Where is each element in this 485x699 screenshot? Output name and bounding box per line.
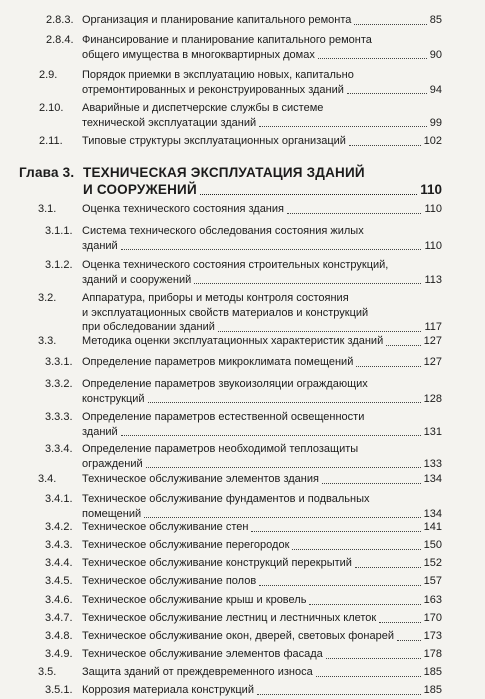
- page-number: 133: [423, 457, 442, 470]
- dot-leader: [318, 58, 427, 59]
- page-number: 90: [429, 48, 442, 61]
- dot-leader: [257, 694, 421, 695]
- entry-title-line: Финансирование и планирование капитального ремонта: [82, 34, 372, 46]
- dot-leader: [121, 435, 421, 436]
- page-number: 102: [423, 135, 442, 147]
- section-number: 2.11.: [39, 135, 63, 147]
- entry-title-line: Техническое обслуживание лестниц и лестничных клеток: [82, 612, 377, 624]
- dot-leader: [148, 402, 421, 403]
- page-number: 128: [423, 392, 442, 405]
- section-number: 3.1.: [38, 203, 57, 215]
- entry-title-line: общего имущества в многоквартирных домах: [82, 48, 315, 61]
- section-number: 3.3.3.: [45, 411, 73, 423]
- section-number: 3.4.5.: [45, 575, 73, 587]
- entry-title-line: и эксплуатационных свойств материалов и конструкций: [82, 306, 369, 319]
- entry-title-line: Типовые структуры эксплуатационных организаций: [82, 135, 346, 147]
- dot-leader: [144, 517, 420, 518]
- entry-title-line: Аварийные и диспетчерские службы в системе: [82, 102, 324, 114]
- entry-title-line: при обследовании зданий: [82, 321, 215, 333]
- section-number: 2.8.4.: [46, 34, 74, 46]
- entry-title-line: Техническое обслуживание фундаментов и подвальных: [82, 493, 370, 505]
- entry-title-line: Техническое обслуживание полов: [82, 575, 257, 587]
- section-number: 3.5.1.: [45, 684, 73, 696]
- section-number: 2.8.3.: [46, 14, 74, 26]
- entry-title-line: Определение параметров микроклимата помещений: [82, 356, 354, 368]
- page-number: 134: [423, 473, 442, 485]
- section-number: 3.4.4.: [45, 557, 73, 569]
- entry-title-line: Техническое обслуживание стен: [82, 521, 249, 533]
- page-number: 152: [423, 557, 442, 569]
- dot-leader: [251, 531, 420, 532]
- entry-title-line: Техническое обслуживание элементов фасада: [82, 648, 323, 660]
- dot-leader: [386, 345, 420, 346]
- page-number: 173: [423, 630, 442, 642]
- section-number: 3.4.6.: [45, 594, 73, 606]
- page-number: 94: [429, 83, 442, 96]
- dot-leader: [292, 549, 420, 550]
- entry-title-line: технической эксплуатации зданий: [82, 116, 257, 129]
- section-number: 3.4.2.: [45, 521, 73, 533]
- page-number: 141: [423, 521, 442, 533]
- section-number: 3.4.8.: [45, 630, 73, 642]
- entry-title-line: Организация и планирование капитального ремонта: [82, 14, 352, 26]
- page-number: 127: [423, 335, 442, 347]
- page-number: 150: [423, 539, 442, 551]
- page-number: 110: [424, 203, 442, 215]
- section-number: 3.4.9.: [45, 648, 73, 660]
- dot-leader: [121, 249, 422, 250]
- dot-leader: [349, 145, 421, 146]
- entry-title-line: Защита зданий от преждевременного износа: [82, 666, 313, 678]
- entry-title-line: конструкций: [82, 392, 145, 405]
- page-number: 131: [423, 425, 442, 438]
- section-number: 3.3.1.: [45, 356, 73, 368]
- dot-leader: [355, 567, 421, 568]
- entry-title-line: Техническое обслуживание крыш и кровель: [82, 594, 307, 606]
- page-number: 185: [423, 666, 442, 678]
- page-number: 85: [429, 14, 442, 26]
- dot-leader: [326, 658, 421, 659]
- section-number: 3.3.4.: [45, 443, 73, 455]
- page-number: 127: [423, 356, 442, 368]
- page-number: 178: [423, 648, 442, 660]
- page-number: 117: [424, 321, 442, 333]
- section-number: 3.4.7.: [45, 612, 73, 624]
- section-number: 3.3.2.: [45, 378, 73, 390]
- dot-leader: [146, 467, 421, 468]
- section-number: 3.1.2.: [45, 259, 73, 271]
- dot-leader: [194, 283, 421, 284]
- entry-title-line: Определение параметров естественной освещенности: [82, 411, 365, 423]
- section-number: 3.5.: [38, 666, 57, 678]
- entry-title-line: Техническое обслуживание перегородок: [82, 539, 290, 551]
- entry-title-line: зданий и сооружений: [82, 273, 192, 286]
- entry-title-line: помещений: [82, 507, 142, 520]
- entry-title-line: Коррозия материала конструкций: [82, 684, 254, 696]
- dot-leader: [397, 640, 421, 641]
- section-number: 3.4.: [38, 473, 57, 485]
- entry-title-line: Определение параметров необходимой теплозащиты: [82, 443, 359, 455]
- section-number: 2.9.: [39, 69, 58, 81]
- section-number: Глава 3.: [19, 165, 75, 180]
- entry-title-line: ТЕХНИЧЕСКАЯ ЭКСПЛУАТАЦИЯ ЗДАНИЙ: [83, 165, 365, 180]
- page-number: 110: [424, 239, 442, 252]
- entry-title-line: Методика оценки эксплуатационных характеристик зданий: [82, 335, 384, 347]
- entry-title-line: ограждений: [82, 457, 143, 470]
- entry-title-line: зданий: [82, 239, 118, 252]
- entry-title-line: зданий: [82, 425, 118, 438]
- entry-title-line: Техническое обслуживание конструкций перекрытий: [82, 557, 352, 569]
- page-number: 134: [423, 507, 442, 520]
- page-number: 185: [423, 684, 442, 696]
- section-number: 3.2.: [38, 292, 57, 304]
- page-number: 157: [423, 575, 442, 587]
- page-number: 99: [429, 116, 442, 129]
- entry-title-line: Порядок приемки в эксплуатацию новых, капитально: [82, 69, 354, 81]
- entry-title-line: отремонтированных и реконструированных зданий: [82, 83, 344, 96]
- dot-leader: [316, 676, 421, 677]
- section-number: 3.1.1.: [45, 225, 73, 237]
- page-number: 110: [420, 182, 442, 197]
- dot-leader: [356, 366, 420, 367]
- entry-title-line: Оценка технического состояния здания: [82, 203, 284, 215]
- entry-title-line: Техническое обслуживание элементов здания: [82, 473, 319, 485]
- dot-leader: [379, 622, 420, 623]
- dot-leader: [347, 93, 427, 94]
- dot-leader: [287, 213, 421, 214]
- page-number: 113: [424, 273, 442, 286]
- entry-title-line: Оценка технического состояния строительных конструкций,: [82, 259, 389, 271]
- page-number: 163: [423, 594, 442, 606]
- entry-title-line: И СООРУЖЕНИЙ: [83, 182, 197, 197]
- entry-title-line: Система технического обследования состояния жилых: [82, 225, 364, 237]
- dot-leader: [259, 585, 420, 586]
- entry-title-line: Аппаратура, приборы и методы контроля состояния: [82, 292, 349, 304]
- page-number: 170: [423, 612, 442, 624]
- dot-leader: [218, 331, 422, 332]
- entry-title-line: Техническое обслуживание окон, дверей, световых фонарей: [82, 630, 395, 642]
- section-number: 3.3.: [38, 335, 57, 347]
- dot-leader: [354, 24, 426, 25]
- entry-title-line: Определение параметров звукоизоляции ограждающих: [82, 378, 368, 390]
- section-number: 3.4.3.: [45, 539, 73, 551]
- section-number: 3.4.1.: [45, 493, 73, 505]
- dot-leader: [259, 126, 427, 127]
- dot-leader: [322, 483, 421, 484]
- dot-leader: [200, 194, 417, 195]
- dot-leader: [309, 604, 420, 605]
- section-number: 2.10.: [39, 102, 64, 114]
